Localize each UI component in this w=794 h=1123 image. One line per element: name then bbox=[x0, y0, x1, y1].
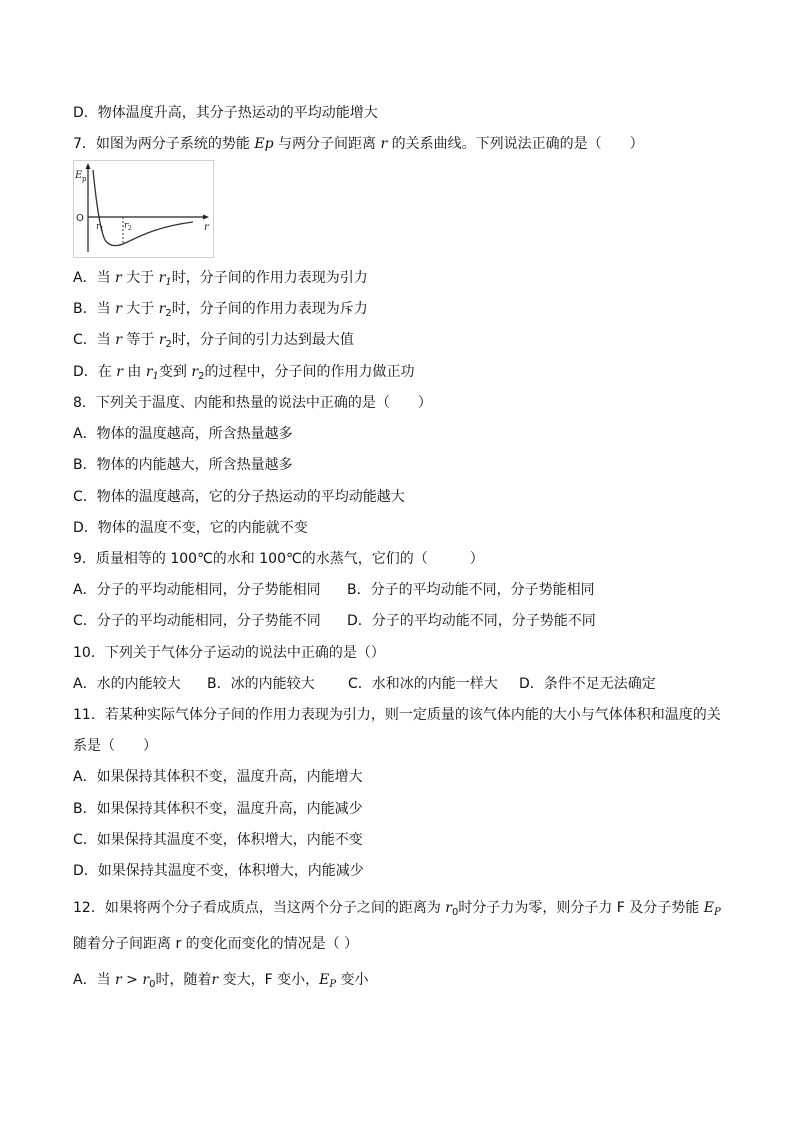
q12-a-r0: r bbox=[142, 972, 150, 988]
q12-stem-r-sub: 0 bbox=[451, 907, 459, 918]
graph-y-label-sub: p bbox=[82, 175, 87, 183]
q9-stem: 9．质量相等的 100℃的水和 100℃的水蒸气，它们的（ ） bbox=[73, 551, 484, 567]
q7-d-mid2: 变到 bbox=[158, 364, 192, 380]
q12-a-r0-sub: 0 bbox=[149, 979, 156, 990]
q7-option-c bbox=[73, 330, 354, 355]
q12-stem-line-2: 随着分子间距离 r 的变化而变化的情况是（ ） bbox=[73, 936, 359, 952]
q12-a-pre: A．当 bbox=[73, 972, 116, 988]
graph-origin-label: O bbox=[76, 213, 84, 224]
q7-b-pre: B．当 bbox=[73, 301, 116, 317]
q12-a-gt: > bbox=[121, 972, 143, 988]
q6-option-d: D．物体温度升高，其分子热运动的平均动能增大 bbox=[73, 105, 378, 121]
q12-stem-text-b: 时分子力为零，则分子力 F 及分子势能 bbox=[458, 900, 704, 916]
q7-a-mid: 大于 bbox=[121, 270, 159, 286]
q12-a-e: E bbox=[319, 972, 330, 988]
q7-a-var: r bbox=[115, 270, 122, 286]
q12-a-post: 变小 bbox=[336, 972, 369, 988]
q9-option-c: C．分子的平均动能相同，分子势能不同 bbox=[73, 613, 321, 629]
q12-stem-r: r bbox=[445, 900, 452, 916]
q8-option-c: C．物体的温度越高，它的分子热运动的平均动能越大 bbox=[73, 489, 405, 505]
graph-r2-label: r bbox=[124, 221, 129, 231]
q10-option-c: C．水和冰的内能一样大 bbox=[348, 676, 498, 692]
graph-y-label: E bbox=[75, 170, 83, 181]
q9-option-b: B．分子的平均动能不同，分子势能相同 bbox=[347, 582, 595, 598]
graph-x-label: r bbox=[204, 222, 209, 233]
q7-b-post: 时，分子间的作用力表现为斥力 bbox=[171, 301, 368, 317]
q11-option-b: B．如果保持其体积不变，温度升高，内能减少 bbox=[73, 801, 363, 817]
q7-option-b bbox=[73, 299, 368, 324]
q7-stem-r: r bbox=[380, 136, 388, 152]
q7-option-d bbox=[73, 362, 414, 387]
q11-stem-line-2: 系是（ ） bbox=[73, 738, 157, 754]
q10-stem: 10．下列关于气体分子运动的说法中正确的是（） bbox=[73, 645, 385, 661]
q12-stem-text-a: 12．如果将两个分子看成质点，当这两个分子之间的距离为 bbox=[73, 900, 446, 916]
q11-option-a: A．如果保持其体积不变，温度升高，内能增大 bbox=[73, 769, 363, 785]
q7-stem-text-a: 7．如图为两分子系统的势能 bbox=[73, 136, 255, 152]
q7-d-pre: D．在 bbox=[73, 364, 117, 380]
q12-a-r2: r bbox=[211, 972, 219, 988]
q7-a-pre: A．当 bbox=[73, 270, 116, 286]
q7-d-var: r bbox=[116, 364, 123, 380]
q11-option-c: C．如果保持其温度不变，体积增大，内能不变 bbox=[73, 832, 363, 848]
q12-a-r: r bbox=[115, 972, 122, 988]
q8-option-d: D．物体的温度不变，它的内能就不变 bbox=[73, 520, 308, 536]
q7-d-sub2: 1 bbox=[152, 371, 159, 382]
q8-option-b: B．物体的内能越大，所含热量越多 bbox=[73, 457, 293, 473]
q8-option-a: A．物体的温度越高，所含热量越多 bbox=[73, 426, 293, 442]
q7-c-pre: C．当 bbox=[73, 332, 116, 348]
q7-stem-text-c: 的关系曲线。下列说法正确的是（ ） bbox=[387, 136, 644, 152]
q12-option-a bbox=[73, 970, 369, 995]
q7-potential-energy-graph bbox=[73, 160, 214, 258]
q11-option-d: D．如果保持其温度不变，体积增大，内能减少 bbox=[73, 863, 364, 879]
q9-options-row-1 bbox=[73, 580, 673, 600]
q7-a-sub2: 1 bbox=[165, 277, 172, 288]
q7-c-var: r bbox=[115, 332, 122, 348]
q12-a-e-sub: P bbox=[329, 979, 337, 990]
q12-stem-line-1 bbox=[73, 898, 721, 923]
q9-option-a: A．分子的平均动能相同，分子势能相同 bbox=[73, 582, 321, 598]
graph-r1-label: r bbox=[96, 222, 101, 232]
q7-c-post: 时，分子间的引力达到最大值 bbox=[171, 332, 354, 348]
q9-options-row-2 bbox=[73, 611, 673, 631]
q10-option-b: B．冰的内能较大 bbox=[207, 676, 315, 692]
graph-r1-sub: 1 bbox=[100, 226, 104, 233]
q7-stem-text-b: 与两分子间距离 bbox=[273, 136, 381, 152]
q7-c-mid: 等于 bbox=[121, 332, 159, 348]
q7-b-var2: r bbox=[158, 301, 166, 317]
q7-stem bbox=[73, 134, 644, 154]
q11-stem-line-1: 11．若某种实际气体分子间的作用力表现为引力，则一定质量的该气体内能的大小与气体体积和温度的关 bbox=[73, 707, 721, 723]
q8-stem: 8．下列关于温度、内能和热量的说法中正确的是（ ） bbox=[73, 395, 432, 411]
graph-r2-sub: 2 bbox=[128, 225, 132, 232]
q10-option-a: A．水的内能较大 bbox=[73, 676, 181, 692]
q12-a-mid2: 变大，F 变小， bbox=[218, 972, 320, 988]
q7-option-a bbox=[73, 268, 368, 293]
q7-a-var2: r bbox=[158, 270, 166, 286]
q10-options-row bbox=[73, 674, 693, 694]
q7-b-mid: 大于 bbox=[121, 301, 159, 317]
q12-stem-e-sub: P bbox=[713, 907, 721, 918]
q7-a-post: 时，分子间的作用力表现为引力 bbox=[171, 270, 368, 286]
q10-option-d: D．条件不足无法确定 bbox=[519, 676, 656, 692]
q7-d-post: 的过程中，分子间的作用力做正功 bbox=[204, 364, 415, 380]
q7-stem-ep: Ep bbox=[254, 136, 274, 152]
q12-a-mid: 时，随着 bbox=[155, 972, 212, 988]
q7-c-sub2: 2 bbox=[165, 339, 172, 350]
q7-d-sub3: 2 bbox=[198, 371, 205, 382]
q7-b-sub2: 2 bbox=[165, 308, 172, 319]
q7-d-mid: 由 bbox=[122, 364, 146, 380]
q7-c-var2: r bbox=[158, 332, 166, 348]
q12-stem-e: E bbox=[703, 900, 714, 916]
graph-frame bbox=[74, 161, 214, 258]
q9-option-d: D．分子的平均动能不同，分子势能不同 bbox=[347, 613, 596, 629]
q7-b-var: r bbox=[115, 301, 122, 317]
q7-d-var3: r bbox=[191, 364, 199, 380]
q7-d-var2: r bbox=[145, 364, 153, 380]
